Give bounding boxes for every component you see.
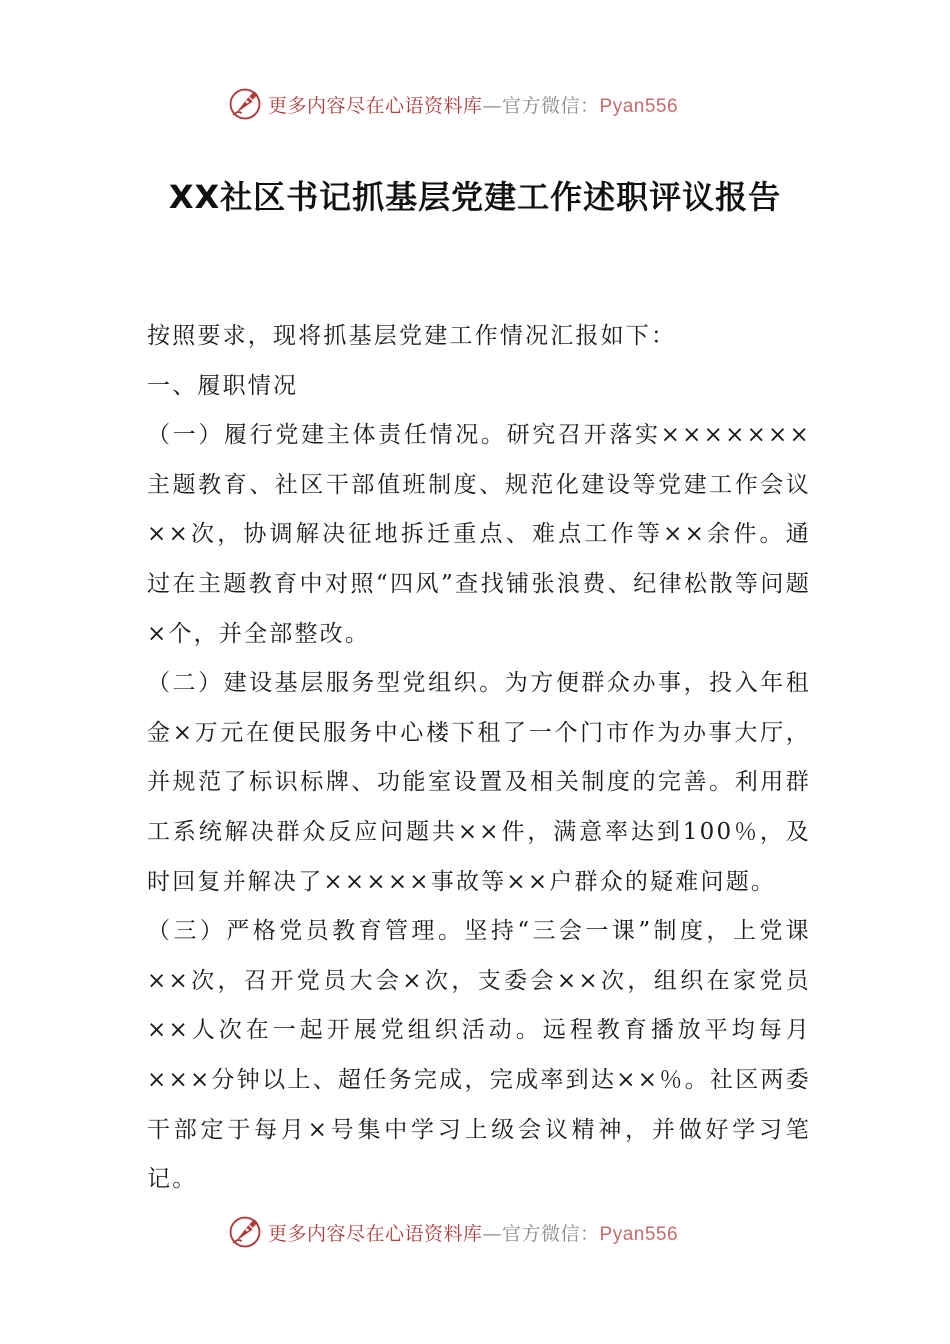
document-body <box>147 312 811 1205</box>
paragraph-3: （三）严格党员教育管理。坚持“三会一课”制度，上党课××次，召开党员大会×次，支委会××次，组织在家党员××人次在一起开展党组织活动。远程教育播放平均每月×××分钟以上、超任务完成，完成率到达××％。社区两委干部定于每月×号集中学习上级会议精神，并做好学习笔记。 <box>147 918 811 1193</box>
section-heading: 一、履职情况 <box>147 372 299 399</box>
paragraph-2: （二）建设基层服务型党组织。为方便群众办事，投入年租金×万元在便民服务中心楼下租了一个门市作为办事大厅，并规范了标识标牌、功能室设置及相关制度的完善。利用群工系统解决群众反应问题共××件，满意率达到100％，及时回复并解决了×××××事故等××户群众的疑难问题。 <box>147 670 811 895</box>
paragraph-intro: 按照要求，现将抓基层党建工作情况汇报如下： <box>147 323 677 349</box>
paragraph-1: （一）履行党建主体责任情况。研究召开落实×××××××主题教育、社区干部值班制度、规范化建设等党建工作会议××次，协调解决征地拆迁重点、难点工作等××余件。通过在主题教育中对照“四风”查找铺张浪费、纪律松散等问题×个，并全部整改。 <box>147 422 811 647</box>
watermark-header <box>228 84 678 124</box>
pen-nib-logo-icon <box>228 87 262 121</box>
watermark-text: 更多内容尽在心语资料库—官方微信：Pyan556 <box>268 94 679 117</box>
document-title: XX社区书记抓基层党建工作述职评议报告 <box>168 178 782 216</box>
watermark-text: 更多内容尽在心语资料库—官方微信：Pyan556 <box>268 1222 679 1245</box>
watermark-footer <box>228 1212 678 1252</box>
pen-nib-logo-icon <box>228 1215 262 1249</box>
